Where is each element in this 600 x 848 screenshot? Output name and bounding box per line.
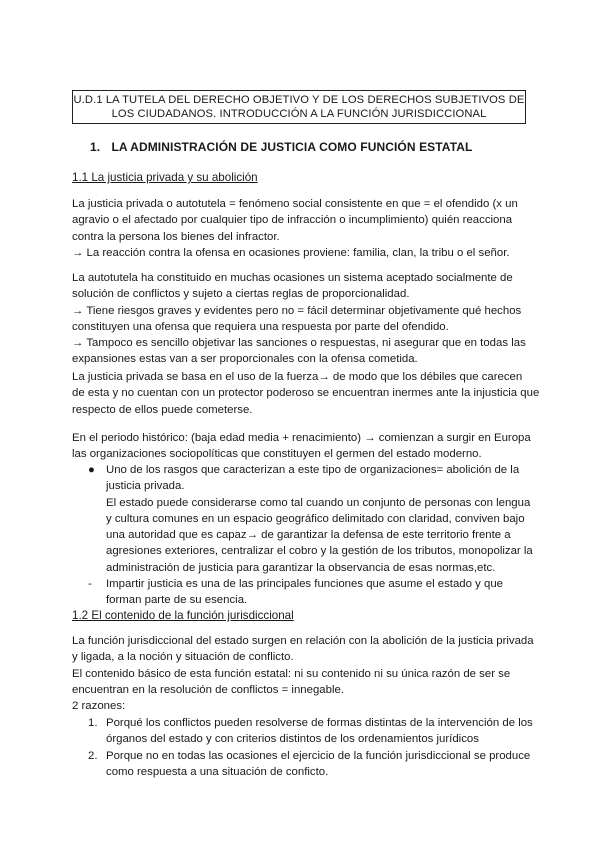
text-line: y ligada, a la noción y situación de conflicto. xyxy=(72,651,294,664)
list-number: 1. xyxy=(88,717,98,729)
text-line: expansiones estas van a ser proporcionales con la ofensa cometida. xyxy=(72,353,418,366)
text-line: una autoridad que es capaz→ de garantizar la defensa de este territorio frente a xyxy=(106,529,511,542)
text-line: justicia privada. xyxy=(106,480,185,493)
text-line: forman parte de su esencia. xyxy=(106,594,248,607)
paragraph-1 xyxy=(72,196,532,261)
text-line: encuentran en la resolución de conflictos = innegable. xyxy=(72,683,344,696)
bullet-dash-icon: - xyxy=(88,578,92,590)
title-line-2: LOS CIUDADANOS. INTRODUCCIÓN A LA FUNCIÓN JURISDICCIONAL xyxy=(111,108,487,120)
text-line: La justicia privada se basa en el uso de la fuerza→ de modo que los débiles que carecen xyxy=(72,371,523,383)
section-1-title: LA ADMINISTRACIÓN DE JUSTICIA COMO FUNCIÓN ESTATAL xyxy=(111,140,473,154)
text-line: agravio o el afectado por cualquier tipo de infracción o incumplimiento) quién reacciona xyxy=(72,214,513,227)
text-line: Impartir justicia es una de las principales funciones que asume el estado y que xyxy=(106,578,503,590)
title-box xyxy=(72,90,526,124)
text-line: de esta y no cuentan con un protector poderoso se encuentran inermes ante la injusticia que xyxy=(72,387,540,400)
reason-2-body xyxy=(106,748,530,781)
paragraph-4 xyxy=(72,430,532,463)
text-line: La autotutela ha constituido en muchas ocasiones un sistema aceptado socialmente de xyxy=(72,272,513,284)
reason-1-body xyxy=(106,715,533,748)
text-line: órganos del estado y con criterios distintos de los ordenamientos jurídicos xyxy=(106,733,479,746)
paragraph-2 xyxy=(72,270,532,368)
text-line: las organizaciones sociopolíticas que constituyen el germen del estado moderno. xyxy=(72,448,482,461)
text-line: El contenido básico de esta función estatal: ni su contenido ni su única razón de ser se xyxy=(72,667,511,680)
text-line: solución de conflictos y sujeto a ciertas reglas de proporcionalidad. xyxy=(72,288,410,301)
subsection-1-1-heading: 1.1 La justicia privada y su abolición xyxy=(72,171,258,184)
bullet-1-body xyxy=(106,462,533,576)
text-line: Uno de los rasgos que caracterizan a este tipo de organizaciones= abolición de la xyxy=(106,464,520,476)
bullet-dot-icon: ● xyxy=(88,464,95,476)
text-line: → La reacción contra la ofensa en ocasiones proviene: familia, clan, la tribu o el señor. xyxy=(72,246,510,259)
text-line: La justicia privada o autotutela = fenómeno social consistente en que = el ofendido (x un xyxy=(72,198,518,210)
text-line: agresiones exteriores, centralizar el cobro y la gestión de los tributos, monopolizar la xyxy=(106,545,533,558)
text-line: administración de justicia para garantizar la observancia de esas normas,etc. xyxy=(106,561,496,574)
text-line: Porqué los conflictos pueden resolverse de formas distintas de la intervención de los xyxy=(106,717,533,729)
section-1-number: 1. xyxy=(90,140,101,154)
paragraph-5 xyxy=(72,633,532,714)
title-line-1: U.D.1 LA TUTELA DEL DERECHO OBJETIVO Y DE LOS DERECHOS SUBJETIVOS DE xyxy=(73,94,525,106)
text-line: En el periodo histórico: (baja edad media + renacimiento) → comienzan a surgir en Europa xyxy=(72,432,531,444)
text-line: como respuesta a una situación de conficto. xyxy=(106,766,329,779)
bullet-2-body xyxy=(106,576,503,609)
text-line: constituyen una ofensa que requiera una respuesta por parte del ofendido. xyxy=(72,320,449,333)
text-line: La función jurisdiccional del estado surgen en relación con la abolición de la justicia privada xyxy=(72,635,534,647)
text-line: contra la persona los bienes del infractor. xyxy=(72,230,280,243)
text-line: → Tiene riesgos graves y evidentes pero no = fácil determinar objetivamente qué hechos xyxy=(72,304,522,317)
paragraph-3 xyxy=(72,369,540,418)
subsection-1-2-heading: 1.2 El contenido de la función jurisdiccional xyxy=(72,609,294,622)
section-1-heading xyxy=(90,140,472,154)
text-line: respecto de ellos puede cometerse. xyxy=(72,403,253,416)
list-number: 2. xyxy=(88,750,98,762)
text-line: → Tampoco es sencillo objetivar las sanciones o respuestas, ni asegurar que en todas las xyxy=(72,337,526,350)
text-line: 2 razones: xyxy=(72,700,126,713)
text-line: y cultura comunes en un espacio geográfico delimitado con claridad, conviven bajo xyxy=(106,512,525,525)
text-line: Porque no en todas las ocasiones el ejercicio de la función jurisdiccional se produce xyxy=(106,750,531,762)
text-line: El estado puede considerarse como tal cuando un conjunto de personas con lengua xyxy=(106,496,531,509)
